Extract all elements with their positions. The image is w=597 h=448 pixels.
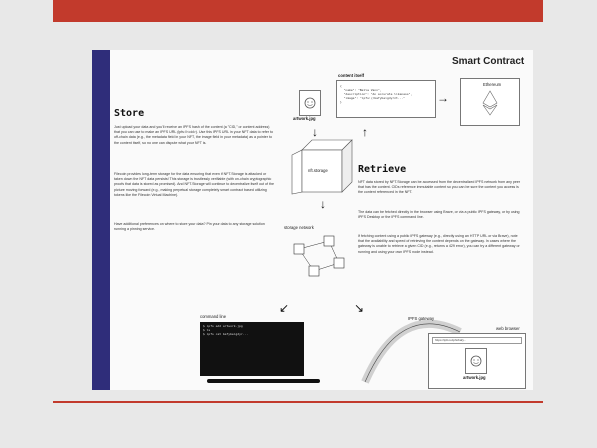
smiley-icon bbox=[300, 91, 320, 115]
ipfs-gateway-label: IPFS gateway bbox=[408, 316, 435, 321]
title-bar bbox=[53, 0, 543, 22]
footer-rule bbox=[53, 401, 543, 403]
ethereum-label: Ethereum bbox=[483, 82, 502, 87]
json-code: { "name": "Bella Vann", "description": "An accurate likeness", "image": "ipfs://bafybeigdyrzt..." } bbox=[340, 84, 413, 104]
terminal-code: $ ipfs add artwork.jpg $ ls $ ipfs cat bafybeigdyr... bbox=[203, 324, 249, 336]
network-graph bbox=[284, 225, 350, 281]
nft-storage-cube bbox=[292, 140, 352, 194]
web-browser-label: web browser bbox=[496, 326, 520, 331]
nft-storage-label: nft.storage bbox=[308, 168, 328, 173]
arrow-down-left: ↙ bbox=[279, 301, 290, 315]
command-line-label: command line bbox=[200, 314, 227, 319]
artwork-label-top: artwork.jpg bbox=[293, 116, 316, 121]
retrieve-heading: Retrieve bbox=[358, 164, 407, 175]
horizontal-scrollbar bbox=[207, 379, 320, 383]
terminal-window bbox=[200, 322, 304, 376]
content-itself-label: content itself bbox=[338, 73, 365, 78]
retrieve-paragraph-3: If fetching content using a public IPFS gateway (e.g., directly using an HTTP URL or via Brave), note that the availability and speed of retrieving the content depends on the gateway. In cases where the gateway is unable to retrieve a given CID (e.g., returns a 429 error), you can try a different gateway or running and using your own IPFS node instead. bbox=[358, 234, 520, 254]
arrow-down-2: ↓ bbox=[320, 197, 326, 211]
retrieve-paragraph-2: The data can be fetched directly in the browser using Brave, or via a public IPFS gateway, or by using IPFS Desktop or the IPFS command line. bbox=[358, 210, 520, 220]
store-paragraph-1: Just upload your data and you'll receive an IPFS hash of the content (a "CID," or content address) that you can use to make an IPFS URL (ipfs://<cid>). Use this IPFS URL in your NFT data to refer to off-chain data (e.g., the metadata field in your NFT, the image field in your metadata) as a pointer to the content itself, so no one can dispute what your NFT is. bbox=[114, 125, 274, 145]
ethereum-box bbox=[460, 78, 520, 126]
storage-network-box bbox=[284, 225, 350, 281]
retrieve-paragraph-1: NFT data stored by NFT.Storage can be accessed from the decentralized IPFS network from any peer that has the content. CIDs reference immutable content so you can be sure the content you access is the content referenced in the NFT. bbox=[358, 180, 521, 195]
browser-window bbox=[428, 333, 526, 389]
file-icon bbox=[299, 90, 321, 116]
address-bar: https://ipfs.io/ipfs/bafy... bbox=[432, 337, 522, 344]
store-heading: Store bbox=[114, 108, 145, 119]
store-paragraph-3: Have additional preferences on where to store your data? Pin your data to any storage solution running a pinning service. bbox=[114, 222, 265, 232]
file-icon bbox=[465, 348, 487, 374]
arrow-down-right: ↘ bbox=[354, 301, 365, 315]
slide-image bbox=[92, 50, 533, 390]
arrow-down: ↓ bbox=[312, 125, 318, 139]
smart-contract-title: Smart Contract bbox=[452, 56, 525, 67]
arrow-right: → bbox=[437, 91, 449, 105]
store-paragraph-2: Filecoin provides long-term storage for the data ensuring that even if NFT.Storage is attacked or taken down the NFT data persists! This storage is trustlessly verifiable (with on-chain cryptographic proofs that data is stored as promised). And NFT.Storage will continue to decentralize itself out of the picture moving forward (e.g., making perpetual storage completely smart contract based utilizing tokens like the Filecoin Virtual Machine). bbox=[114, 172, 275, 197]
smiley-icon bbox=[466, 349, 486, 373]
storage-network-label: storage network bbox=[284, 225, 314, 230]
json-box bbox=[336, 80, 436, 118]
arrow-up: ↑ bbox=[362, 125, 368, 139]
slide-spine bbox=[92, 50, 110, 390]
artwork-label-bottom: artwork.jpg bbox=[463, 375, 486, 380]
ethereum-icon bbox=[461, 79, 519, 125]
